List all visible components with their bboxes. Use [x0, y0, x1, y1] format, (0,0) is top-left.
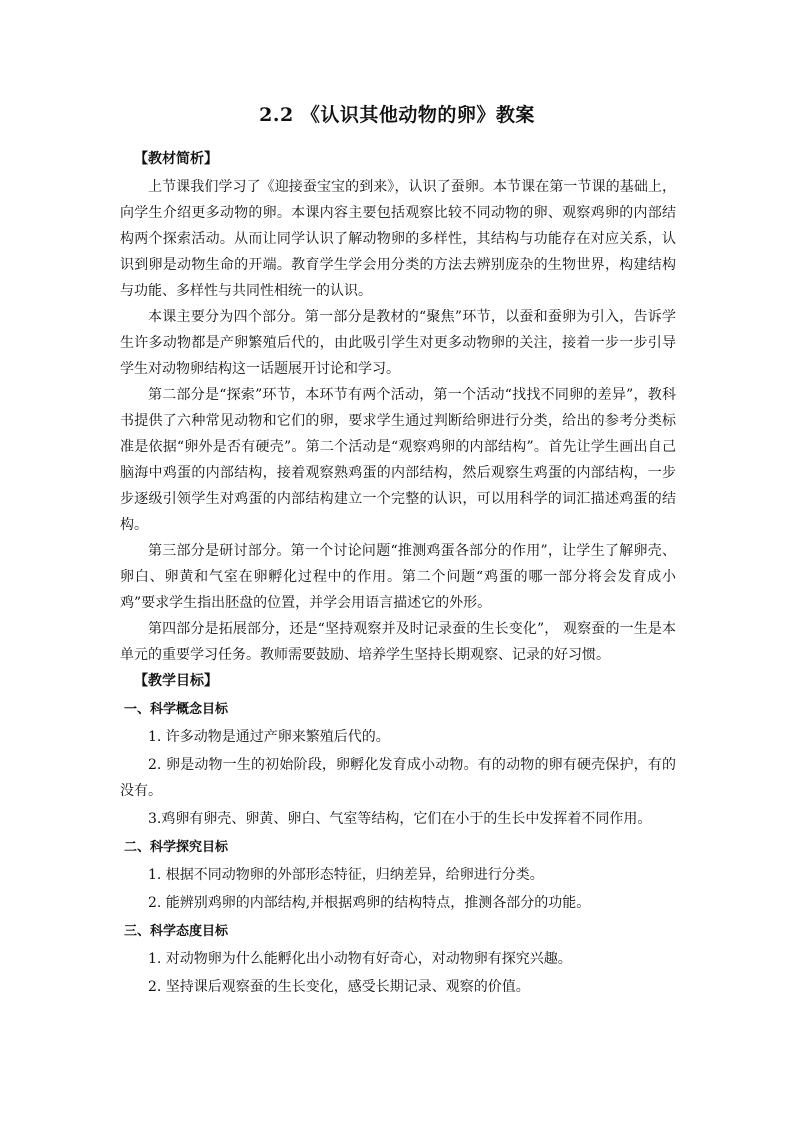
goal-item: 2. 能辨别鸡卵的内部结构,并根据鸡卵的结构特点，推测各部分的功能。 [148, 895, 591, 911]
goal-item: 1. 对动物卵为什么能孵化出小动物有好奇心，对动物卵有探究兴趣。 [148, 951, 572, 967]
section-heading-analysis: 【教材简析】 [134, 151, 218, 167]
analysis-paragraph: 上节课我们学习了《迎接蚕宝宝的到来》，认识了蚕卵。本节课在第一节课的基础上，向学生介绍更多动物的卵。本课内容主要包括观察比较不同动物的卵、观察鸡卵的内部结构两个探索活动。从而让同学认识了解动物卵的多样性，其结构与功能存在对应关系，认识到卵是动物生命的开端。教育学生学会用分类的方法去辨别庞杂的生物世界，构建结构与功能、多样性与共同性相统一的认识。 [120, 179, 676, 299]
goal-item: 1. 许多动物是通过产卵来繁殖后代的。 [148, 729, 390, 745]
goal-item: 2. 卵是动物一生的初始阶段，卵孵化发育成小动物。有的动物的卵有硬壳保护，有的没有。 [120, 757, 676, 799]
analysis-paragraph: 第二部分是“探索”环节，本环节有两个活动，第一个活动“找找不同卵的差异”，教科书提供了六种常见动物和它们的卵，要求学生通过判断给卵进行分类，给出的参考分类标准是依据“卵外是否有硬壳”。第二个活动是“观察鸡卵的内部结构”。首先让学生画出自己脑海中鸡蛋的内部结构，接着观察熟鸡蛋的内部结构，然后观察生鸡蛋的内部结构，一步步逐级引领学生对鸡蛋的内部结构建立一个完整的认识，可以用科学的词汇描述鸡蛋的结构。 [120, 387, 676, 533]
goal-group-title: 一、科学概念目标 [124, 702, 229, 717]
goal-group-title: 三、科学态度目标 [124, 924, 229, 939]
analysis-paragraph: 本课主要分为四个部分。第一部分是教材的“聚焦”环节，以蚕和蚕卵为引入，告诉学生许多动物都是产卵繁殖后代的，由此吸引学生对更多动物卵的关注，接着一步一步引导学生对动物卵结构这一话题展开讨论和学习。 [120, 309, 676, 377]
goal-item: 1. 根据不同动物卵的外部形态特征，归纳差异，给卵进行分类。 [148, 867, 544, 883]
document-title: 2.2 《认识其他动物的卵》教案 [259, 104, 535, 126]
goal-item: 3.鸡卵有卵壳、卵黄、卵白、气室等结构，它们在小于的生长中发挥着不同作用。 [148, 811, 652, 827]
goal-item: 2. 坚持课后观察蚕的生长变化，感受长期记录、观察的价值。 [148, 979, 530, 995]
analysis-paragraph: 第四部分是拓展部分，还是“坚持观察并及时记录蚕的生长变化”， 观察蚕的一生是本单元的重要学习任务。教师需要鼓励、培养学生坚持长期观察、记录的好习惯。 [120, 621, 676, 663]
goal-group-title: 二、科学探究目标 [124, 840, 229, 855]
document-body [120, 146, 676, 1002]
analysis-paragraph: 第三部分是研讨部分。第一个讨论问题“推测鸡蛋各部分的作用”，让学生了解卵壳、卵白、卵黄和气室在卵孵化过程中的作用。第二个问题“鸡蛋的哪一部分将会发育成小鸡”要求学生指出胚盘的位置，并学会用语言描述它的外形。 [120, 543, 676, 611]
section-heading-goals: 【教学目标】 [134, 673, 218, 689]
